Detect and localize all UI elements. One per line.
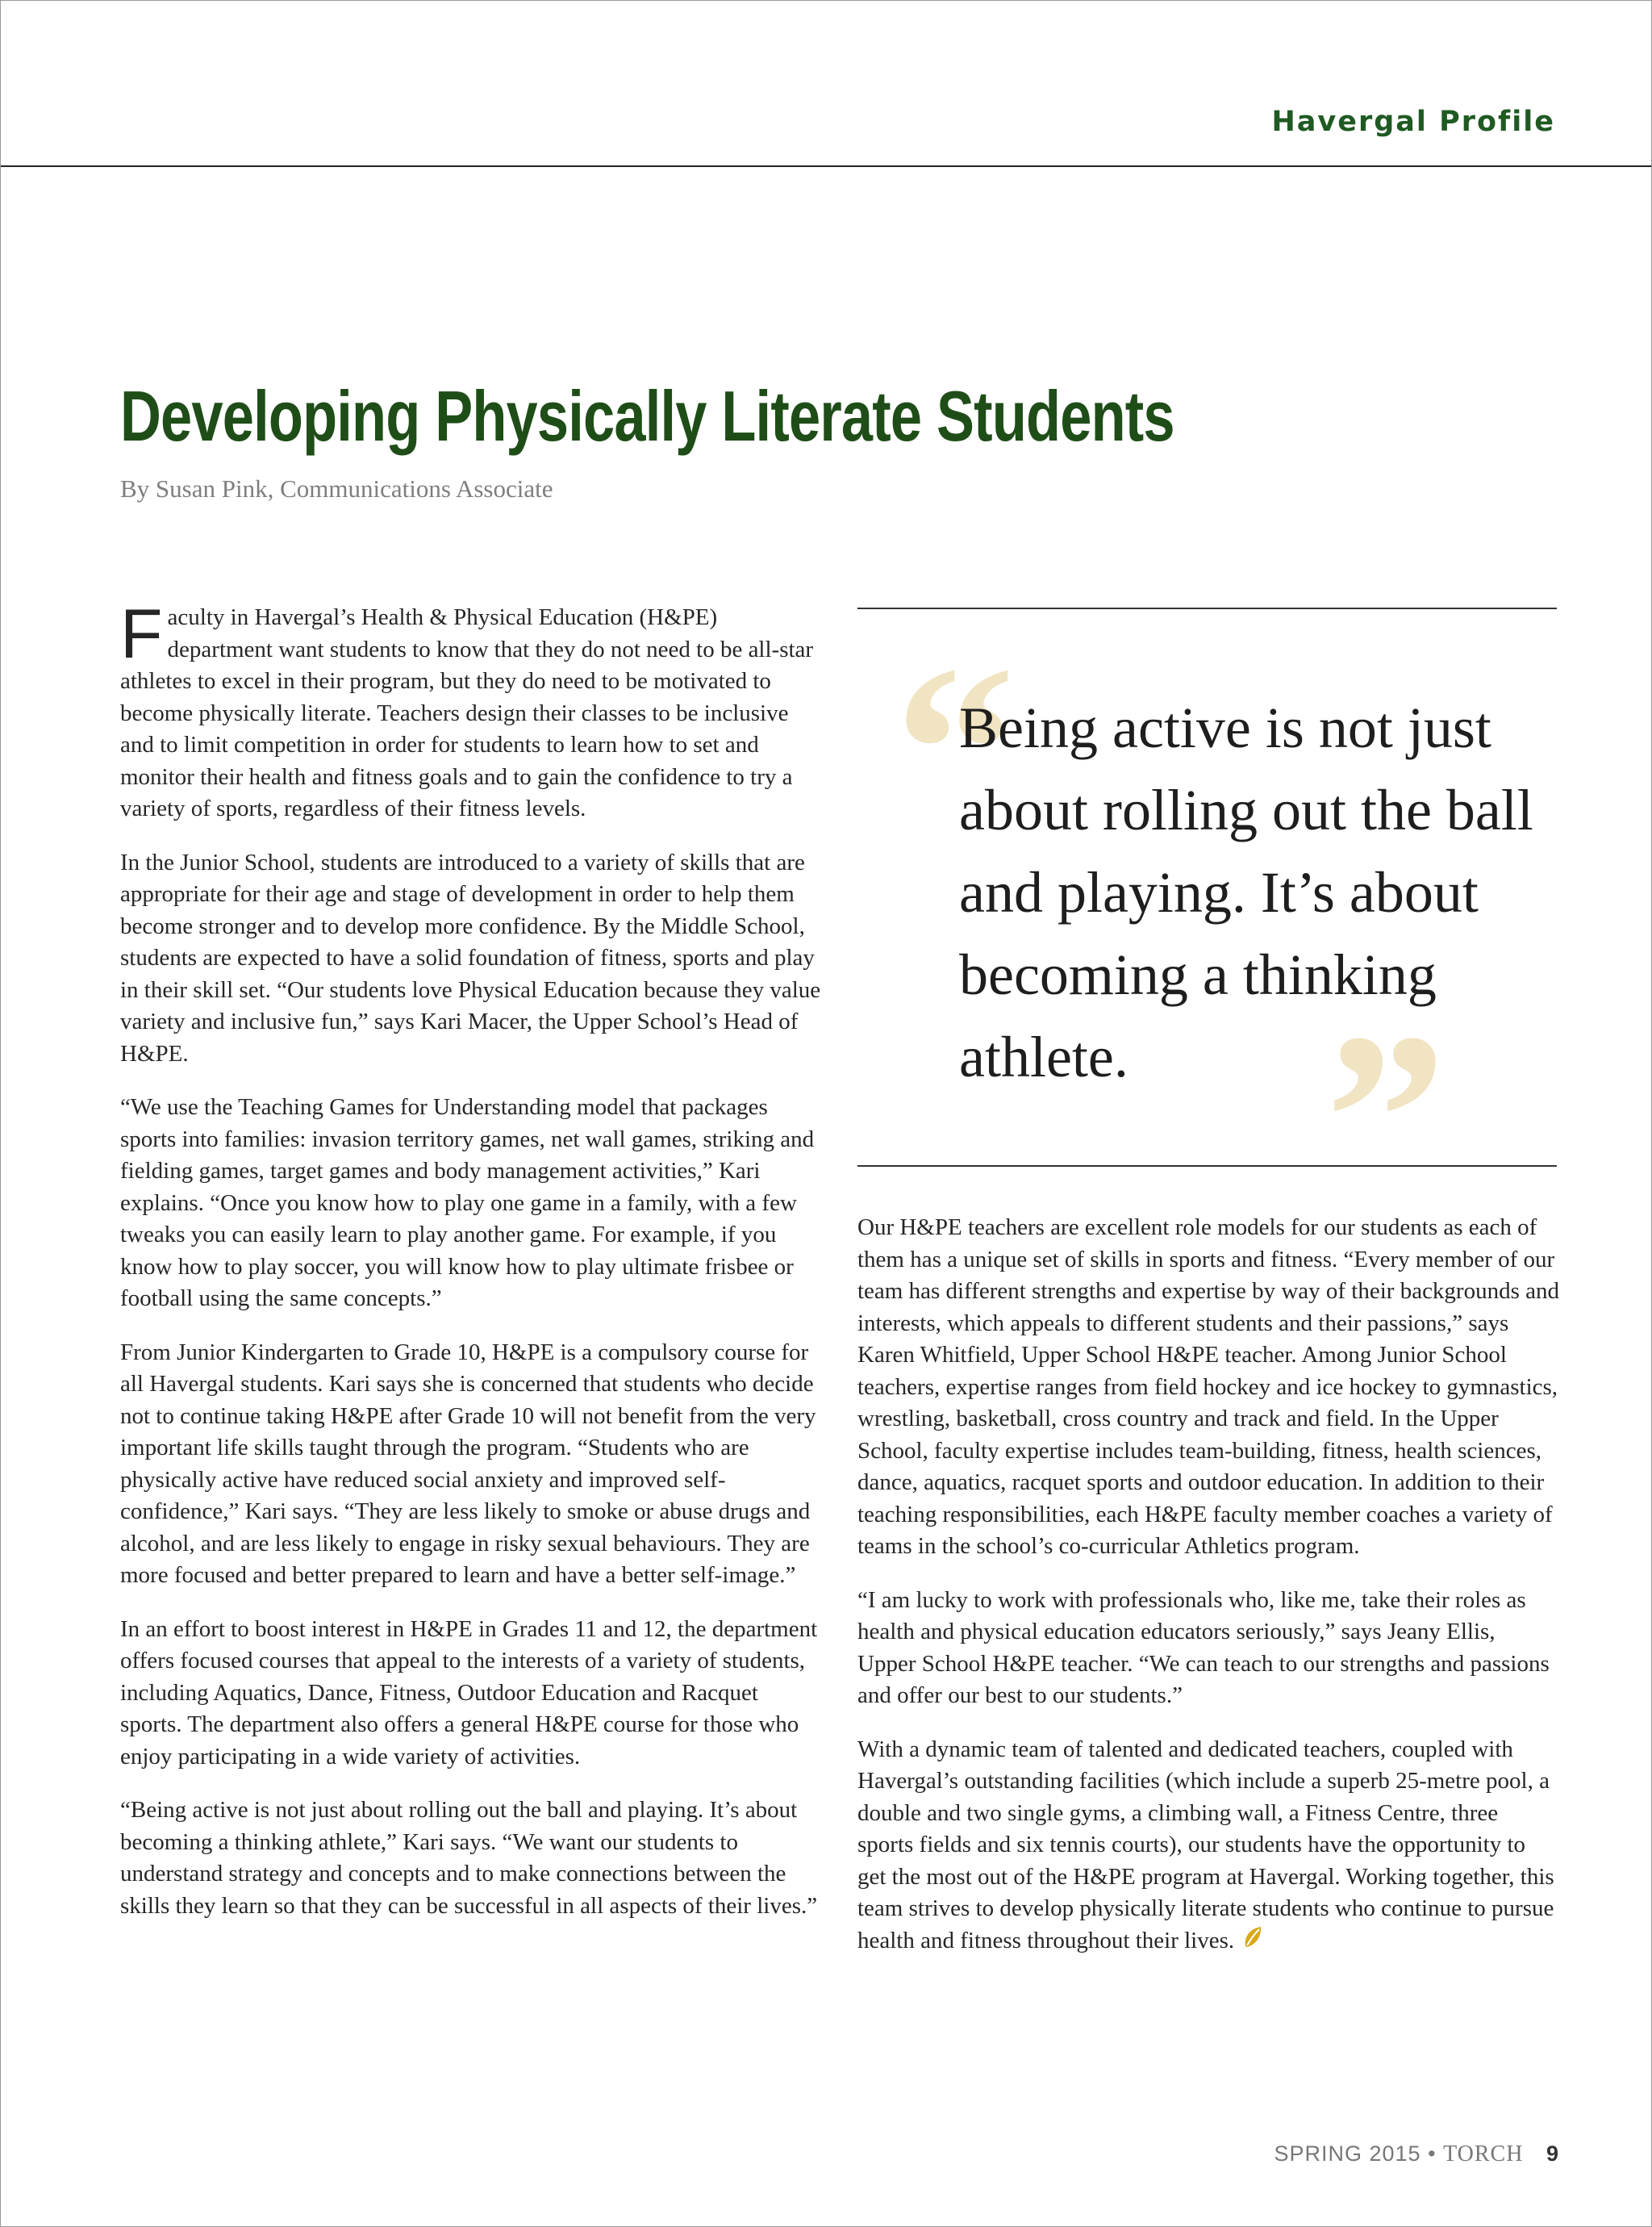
pull-quote: Being active is not just about rolling out the ball and playing. It’s about becoming a thinking athlete. [959, 696, 1533, 1089]
footer-separator: • [1428, 2141, 1437, 2166]
article-byline: By Susan Pink, Communications Associate [120, 474, 553, 503]
paragraph: From Junior Kindergarten to Grade 10, H&PE is a compulsory course for all Havergal students. Kari says she is concerned that students who decide not to continue taking H&PE after Grade 10 will not benefit from the very important life skills taught through the program. “Students who are physically active have reduced social anxiety and improved self-confidence,” Kari says. “They are less likely to smoke or abuse drugs and alcohol, and are less likely to engage in risky sexual behaviours. They are more focused and better prepared to learn and have a better self-image.” [120, 1339, 816, 1588]
paragraph [857, 1734, 1559, 1959]
right-column [857, 1212, 1559, 1981]
open-quote-mark: “ [895, 616, 1016, 884]
leaf-icon [1242, 1925, 1263, 1959]
close-quote-mark: ” [1325, 984, 1446, 1251]
paragraph [120, 595, 822, 825]
paragraph: In the Junior School, students are introduced to a variety of skills that are appropriate for their age and stage of development in order to help them become stronger and to develop more confidence. By the Middle School, students are expected to have a solid foundation of fitness, sports and play in their skill set. “Our students love Physical Education because they value variety and inclusive fun,” says Kari Macer, the Upper School’s Head of H&PE. [120, 849, 821, 1067]
issue-label: SPRING 2015 [1274, 2141, 1421, 2166]
page-number: 9 [1546, 2141, 1559, 2166]
pull-quote-top-rule [857, 608, 1557, 609]
paragraph: “I am lucky to work with professionals who, like me, take their roles as health and physical education educators seriously,” says Jeany Ellis, Upper School H&PE teacher. “We can teach to our strengths and passions and offer our best to our students.” [857, 1586, 1550, 1708]
pull-quote-bottom-rule [857, 1165, 1557, 1167]
paragraph-text: With a dynamic team of talented and dedicated teachers, coupled with Havergal’s outstanding facilities (which include a superb 25-metre pool, a double and two single gyms, a climbing wall, a Fitness Centre, three sports fields and six tennis courts), our students have the opportunity to get the most out of the H&PE program at Havergal. Working together, this team strives to develop physically literate students who continue to pursue health and fitness throughout their lives. [857, 1736, 1554, 1953]
article-title: Developing Physically Literate Students [120, 376, 1174, 456]
page-footer [1274, 2141, 1559, 2167]
section-label: Havergal Profile [1271, 106, 1555, 138]
paragraph-text: aculty in Havergal’s Health & Physical Education (H&PE) department want students to know that they do not need to be all-star athletes to excel in their program, but they do need to be motivated to become physically literate. Teachers design their classes to be inclusive and to limit competition in order for students to learn how to set and monitor their health and fitness goals and to gain the confidence to try a variety of sports, regardless of their fitness levels. [120, 604, 814, 821]
drop-cap: F [120, 595, 163, 673]
paragraph: Our H&PE teachers are excellent role models for our students as each of them has a unique set of skills in sports and fitness. “Every member of our team has different strengths and expertise by way of their backgrounds and interests, which appeals to different students and their passions,” says Karen Whitfield, Upper School H&PE teacher. Among Junior School teachers, expertise ranges from field hockey and ice hockey to gymnastics, wrestling, basketball, cross country and track and field. In the Upper School, faculty expertise includes team-building, fitness, health sciences, dance, aquatics, racquet sports and outdoor education. In addition to their teaching responsibilities, each H&PE faculty member coaches a variety of teams in the school’s co-curricular Athletics program. [857, 1214, 1559, 1559]
paragraph: In an effort to boost interest in H&PE in Grades 11 and 12, the department offers focused courses that appeal to the interests of a variety of students, including Aquatics, Dance, Fitness, Outdoor Education and Racquet sports. The department also offers a general H&PE course for those who enjoy participating in a wide variety of activities. [120, 1615, 818, 1769]
paragraph: “Being active is not just about rolling out the ball and playing. It’s about becoming a thinking athlete,” Kari says. “We want our students to understand strategy and concepts and to make connections between the skills they learn so that they can be successful in all aspects of their lives.” [120, 1797, 818, 1919]
paragraph: “We use the Teaching Games for Understanding model that packages sports into families: invasion territory games, net wall games, striking and fielding games, target games and body management activities,” Kari explains. “Once you know how to play one game in a family, with a few tweaks you can easily learn to play another game. For example, if you know how to play soccer, you will know how to play ultimate frisbee or football using the same concepts.” [120, 1094, 815, 1311]
header-divider [1, 165, 1651, 167]
left-column [120, 595, 822, 1944]
publication-name: TORCH [1443, 2141, 1524, 2166]
